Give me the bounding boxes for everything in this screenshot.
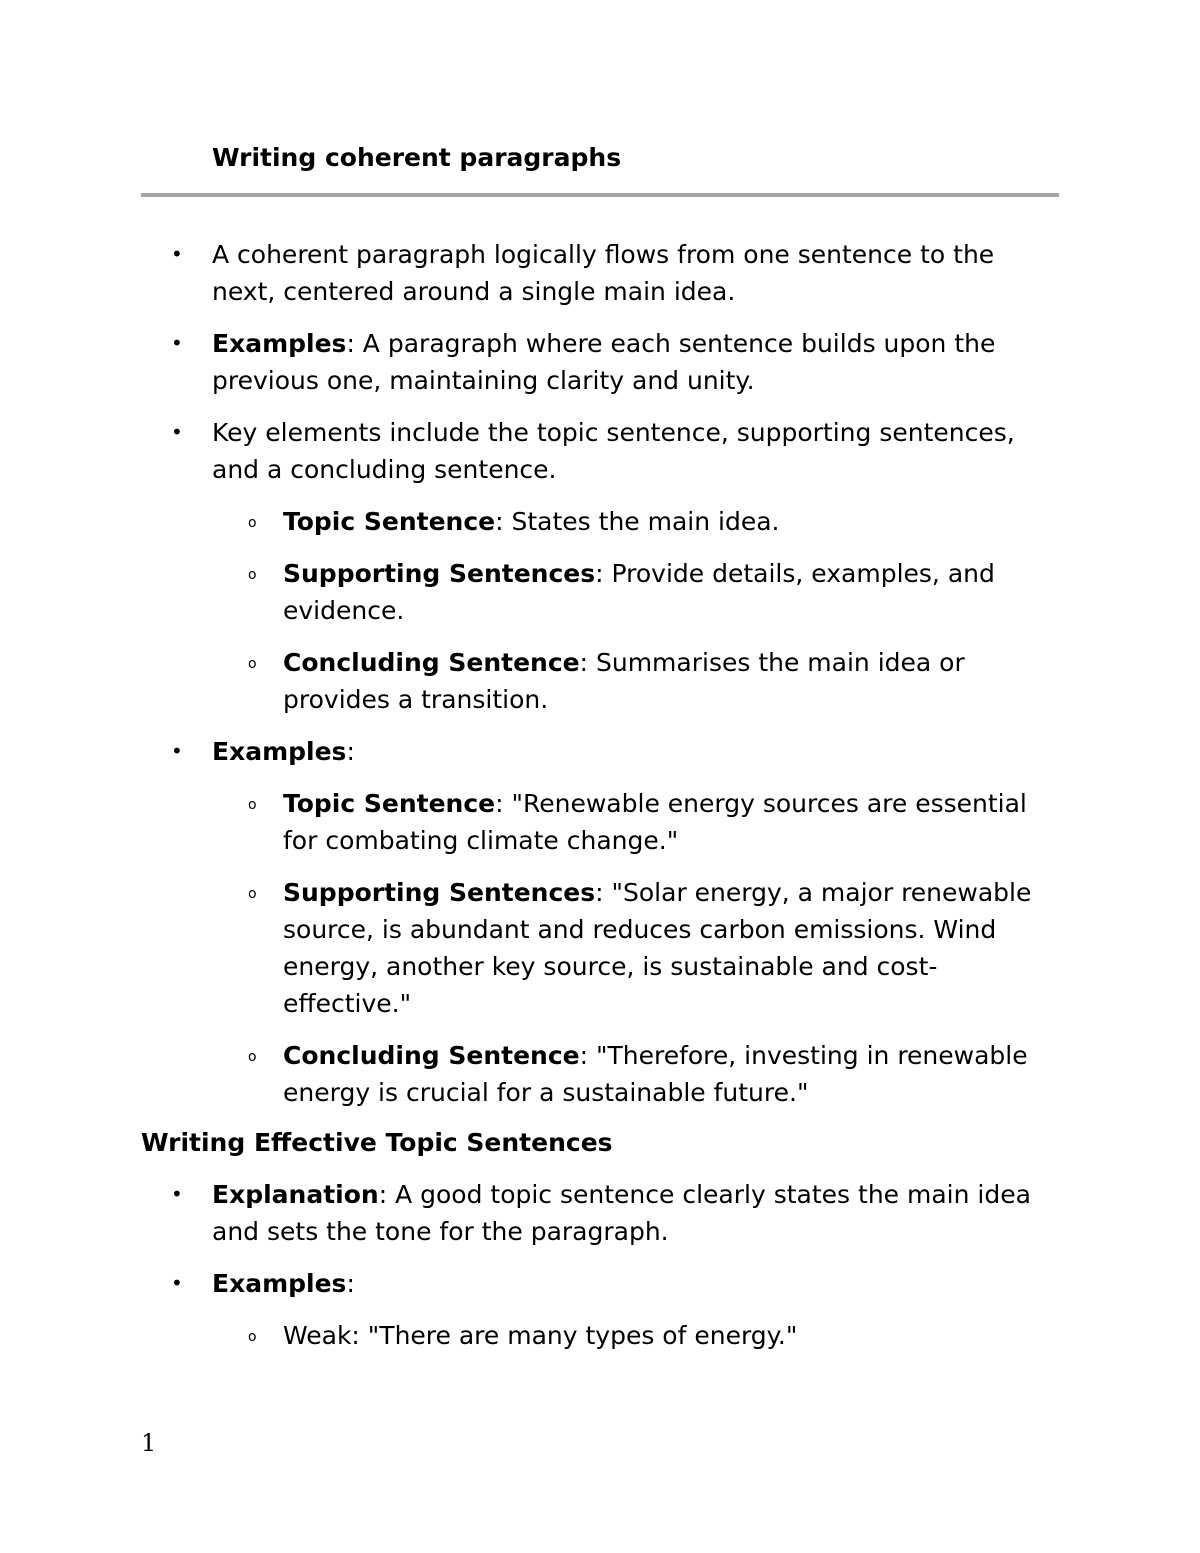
bullet-text: Key elements include the topic sentence, supporting sentences, and a concluding sentence. [212,418,1015,484]
list-item [0,733,1052,770]
sub-item-text: Weak: "There are many types of energy." [283,1321,798,1350]
bullet-text: : [346,737,355,766]
list-item [0,325,1052,399]
bullet-text: A coherent paragraph logically flows from one sentence to the next, centered around a single main idea. [212,240,995,306]
bullet-text: : [346,1269,355,1298]
sub-item-label: Supporting Sentences [283,878,596,907]
circle-bullet-icon: o [248,797,257,813]
bullet-text: : A paragraph where each sentence builds upon the previous one, maintaining clarity and unity. [212,329,996,395]
sub-item-label: Supporting Sentences [283,559,596,588]
circle-bullet-icon: o [248,515,257,531]
section-heading: Writing Effective Topic Sentences [141,1128,613,1157]
sub-item-label: Topic Sentence [283,789,496,818]
sub-item-text: : "Solar energy, a major renewable source, is abundant and reduces carbon emissions. Wind energy, another key source, is sustainable and cost-effective." [283,878,1032,1018]
sub-list-item [0,1037,1058,1111]
page-title: Writing coherent paragraphs [212,143,622,172]
sub-item-label: Topic Sentence [283,507,496,536]
sub-list-item [0,874,1058,1022]
bullet-label: Examples [212,1269,347,1298]
sub-item-text: : Summarises the main idea or provides a transition. [283,648,965,714]
sub-list-item [0,503,1058,540]
document-body [0,236,1200,1369]
list-item [0,1176,1052,1250]
page-number: 1 [141,1429,157,1457]
sub-list-item [0,555,1058,629]
sub-item-text: : Provide details, examples, and evidence. [283,559,995,625]
sub-item-text: : "Renewable energy sources are essential for combating climate change." [283,789,1027,855]
list-item [0,1265,1052,1302]
heading-divider [141,193,1059,197]
sub-item-text: : States the main idea. [495,507,780,536]
list-item [0,414,1052,488]
circle-bullet-icon: o [248,1049,257,1065]
sub-item-label: Concluding Sentence [283,648,580,677]
circle-bullet-icon: o [248,656,257,672]
sub-list-item [0,1317,1058,1354]
bullet-label: Examples [212,329,347,358]
list-item [0,236,1052,310]
sub-list-item [0,785,1058,859]
bullet-icon: • [171,1182,183,1206]
sub-item-text: : "Therefore, investing in renewable energy is crucial for a sustainable future." [283,1041,1028,1107]
bullet-icon: • [171,739,183,763]
sub-item-label: Concluding Sentence [283,1041,580,1070]
bullet-text: : A good topic sentence clearly states the main idea and sets the tone for the paragraph. [212,1180,1031,1246]
bullet-icon: • [171,420,183,444]
sub-list-item [0,644,1058,718]
circle-bullet-icon: o [248,886,257,902]
bullet-icon: • [171,242,183,266]
bullet-label: Examples [212,737,347,766]
bullet-icon: • [171,1271,183,1295]
bullet-icon: • [171,331,183,355]
bullet-label: Explanation [212,1180,379,1209]
circle-bullet-icon: o [248,1329,257,1345]
circle-bullet-icon: o [248,567,257,583]
